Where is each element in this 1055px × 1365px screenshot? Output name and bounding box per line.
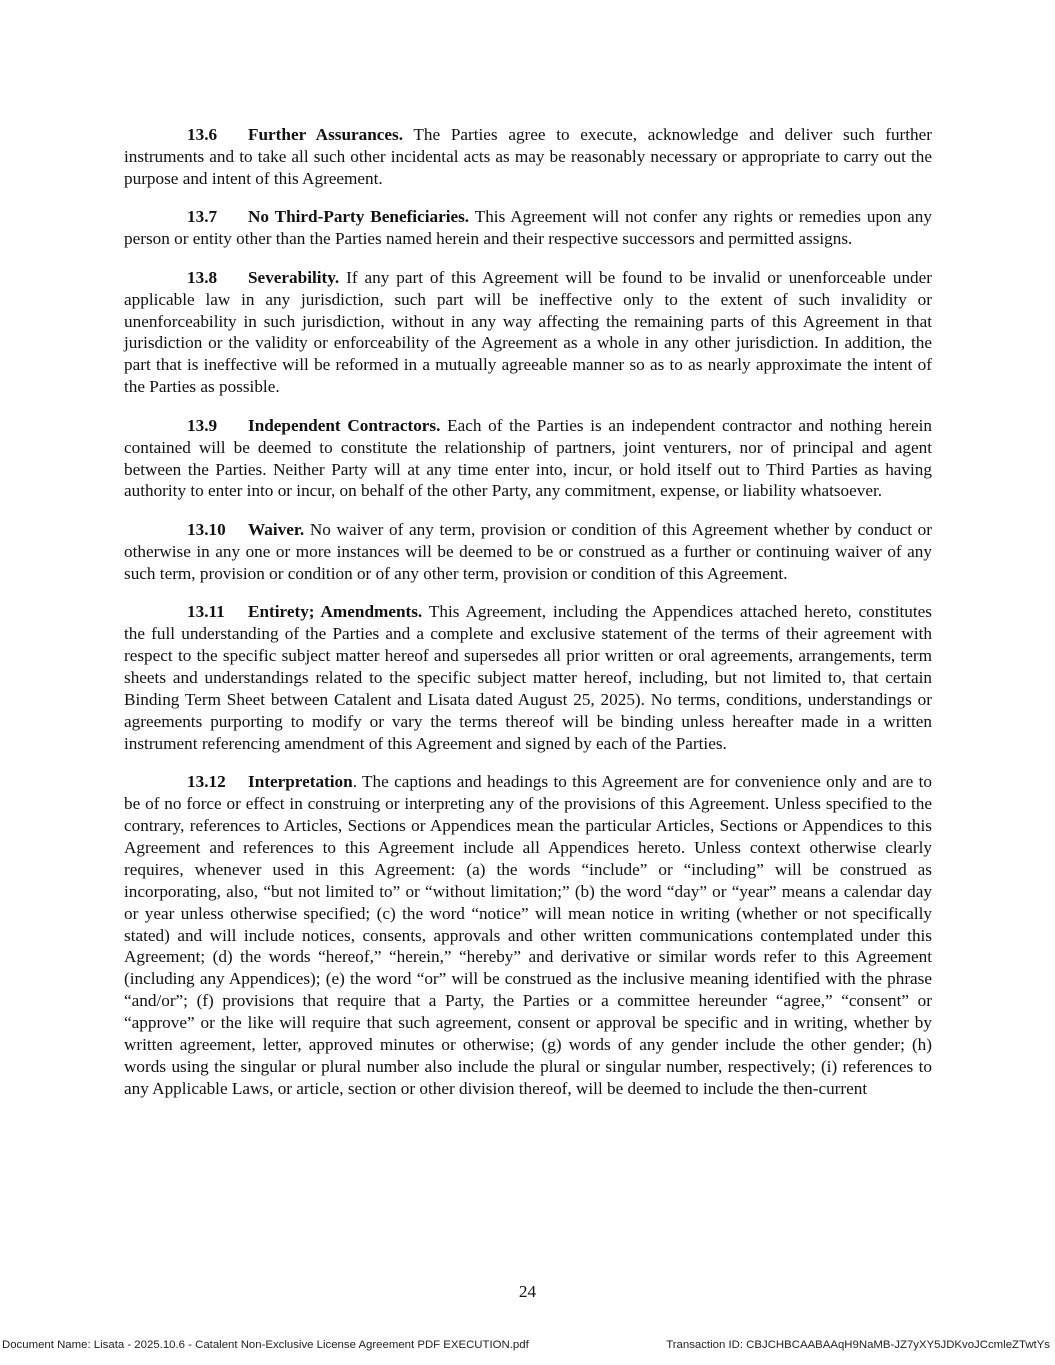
section-title: Severability. xyxy=(248,267,340,287)
section-body: If any part of this Agreement will be found to be invalid or unenforceable under applicable law in any jurisdiction, such part will be ineffective only to the extent of such invalidity or unenforceability in such jurisdiction, without in any way affecting the remaining parts of this Agreement in that jurisdiction or the validity or enforceability of the Agreement as a whole in any other jurisdiction. In addition, the part that is ineffective will be reformed in a mutually agreeable manner so as to as nearly approximate the intent of the Parties as possible. xyxy=(124,267,932,397)
section-number: 13.12 xyxy=(187,772,226,792)
section-number: 13.8 xyxy=(187,267,218,287)
section-body: . The captions and headings to this Agreement are for convenience only and are to be of no force or effect in construing or interpreting any of the provisions of this Agreement. Unless specified to the contrary, references to Articles, Sections or Appendices mean the particular Articles, Sections or Appendices to this Agreement and references to this Agreement include all Appendices hereto. Unless context otherwise clearly requires, whenever used in this Agreement: (a) the words “include” or “including” will be construed as incorporating, also, “but not limited to” or “without limitation;” (b) the word “day” or “year” means a calendar day or year unless otherwise specified; (c) the word “notice” will mean notice in writing (whether or not specifically stated) and will include notices, consents, approvals and other written communications contemplated under this Agreement; (d) the words “hereof,” “herein,” “hereby” and derivative or similar words refer to this Agreement (including any Appendices); (e) the word “or” will be construed as the inclusive meaning identified with the phrase “and/or”; (f) provisions that require that a Party, the Parties or a committee hereunder “agree,” “consent” or “approve” or the like will require that such agreement, consent or approval be specific and in writing, whether by written agreement, letter, approved minutes or otherwise; (g) words of any gender include the other gender; (h) words using the singular or plural number also include the plural or singular number, respectively; (i) references to any Applicable Laws, or article, section or other division thereof, will be deemed to include the then-current xyxy=(124,772,932,1098)
footer-transaction-id: Transaction ID: CBJCHBCAABAAqH9NaMB-JZ7yXY5JDKvoJCcmleZTwtYs xyxy=(666,1339,1050,1351)
section-number: 13.7 xyxy=(187,207,218,227)
section-body: Each of the Parties is an independent contractor and nothing herein contained will be deemed to constitute the relationship of partners, joint venturers, nor of principal and agent between the Parties. Neither Party will at any time enter into, incur, or hold itself out to Third Parties as having authority to enter into or incur, on behalf of the other Party, any commitment, expense, or liability whatsoever. xyxy=(124,415,932,501)
section-number: 13.10 xyxy=(187,519,226,539)
section-body: No waiver of any term, provision or condition of this Agreement whether by conduct or otherwise in any one or more instances will be deemed to be or construed as a further or continuing waiver of any such term, provision or condition or of any other term, provision or condition of this Agreement. xyxy=(124,519,932,583)
section-13-12 xyxy=(124,771,932,1100)
section-13-6 xyxy=(124,124,932,190)
section-13-7 xyxy=(124,206,932,250)
section-body: This Agreement will not confer any rights or remedies upon any person or entity other than the Parties named herein and their respective successors and permitted assigns. xyxy=(124,207,932,249)
document-page xyxy=(124,124,932,1116)
section-number: 13.6 xyxy=(187,125,218,144)
section-title: Further Assurances. xyxy=(248,125,404,144)
section-13-10 xyxy=(124,519,932,585)
section-title: No Third-Party Beneficiaries. xyxy=(248,207,470,227)
section-13-9 xyxy=(124,415,932,503)
section-title: Entirety; Amendments. xyxy=(248,602,423,622)
section-title: Interpretation xyxy=(248,772,353,792)
section-13-11 xyxy=(124,601,932,754)
section-number: 13.11 xyxy=(187,602,225,622)
section-number: 13.9 xyxy=(187,415,218,435)
section-body: This Agreement, including the Appendices attached hereto, constitutes the full understanding of the Parties and a complete and exclusive statement of the terms of their agreement with respect to the specific subject matter hereof and supersedes all prior written or oral agreements, arrangements, term sheets and understandings related to the specific subject matter hereof, including, but not limited to, that certain Binding Term Sheet between Catalent and Lisata dated August 25, 2025). No terms, conditions, understandings or agreements purporting to modify or vary the terms thereof will be binding unless hereafter made in a written instrument referencing amendment of this Agreement and signed by each of the Parties. xyxy=(124,602,932,753)
section-title: Waiver. xyxy=(248,519,305,539)
section-title: Independent Contractors. xyxy=(248,415,441,435)
page-number: 24 xyxy=(518,1282,537,1301)
section-13-8 xyxy=(124,267,932,398)
section-body: The Parties agree to execute, acknowledge and deliver such further instruments and to take all such other incidental acts as may be reasonably necessary or appropriate to carry out the purpose and intent of this Agreement. xyxy=(124,125,933,188)
footer-document-name: Document Name: Lisata - 2025.10.6 - Catalent Non-Exclusive License Agreement PDF EXECUTION.pdf xyxy=(2,1339,529,1351)
